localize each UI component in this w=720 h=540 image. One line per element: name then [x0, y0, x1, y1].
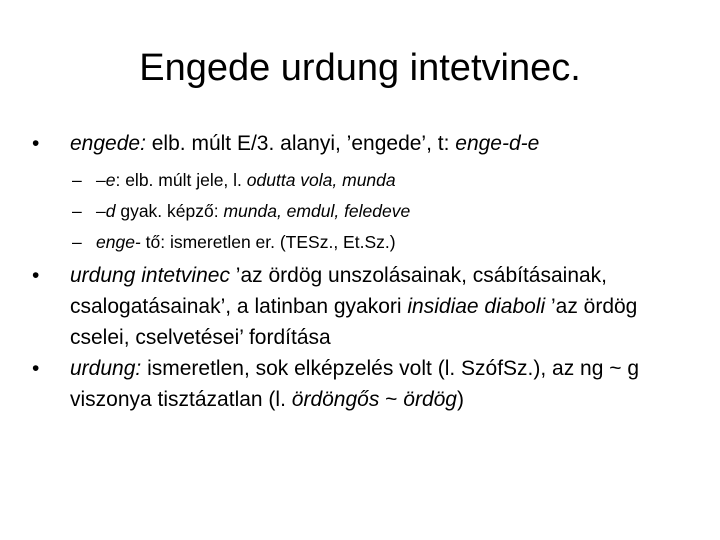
sub-bullet-d	[32, 196, 692, 227]
bullet-engede	[32, 128, 692, 159]
slide-title: Engede urdung intetvinec.	[139, 47, 581, 89]
dash-marker: –	[72, 232, 82, 252]
bullet-text: elb. múlt E/3. alanyi, ’engede’, t:	[145, 132, 456, 155]
term-urdung: urdung:	[70, 357, 142, 380]
term-e: –e	[96, 170, 116, 190]
term-engede: engede:	[70, 132, 146, 155]
closing-paren: )	[457, 388, 464, 411]
term-urdung-intetvinec: urdung intetvinec	[70, 264, 230, 287]
term-examples: odutta vola, munda	[246, 170, 396, 190]
tilde: ~	[379, 388, 404, 411]
bullet-urdung	[32, 353, 692, 415]
bullet-marker: •	[32, 132, 40, 155]
bullet-text: ’az ördög unszolásainak, csábításainak, csalogatásainak’, a latinban gyakori	[70, 264, 608, 318]
term-insidiae-diaboli: insidiae diaboli	[407, 295, 546, 318]
dash-marker: –	[72, 170, 82, 190]
bullet-text: ismeretlen, sok elképzelés volt (l. SzófSz.), az ng ~ g viszonya tisztázatlan (l.	[70, 357, 640, 411]
sub-bullet-text: tő: ismeretlen er. (TESz., Et.Sz.)	[140, 232, 396, 252]
term-ordongos: ördöngős	[291, 388, 380, 411]
dash-marker: –	[72, 201, 82, 221]
bullet-text: ’az ördög cselei, cselvetései’ fordítása	[70, 295, 638, 349]
sub-bullet-enge	[32, 227, 692, 258]
sub-bullet-e	[32, 165, 692, 196]
bullet-marker: •	[32, 357, 40, 380]
term-enge: enge-	[96, 232, 141, 252]
term-d: –d	[96, 201, 116, 221]
term-enge-d-e: enge-d-e	[455, 132, 540, 155]
term-ordog: ördög	[403, 388, 457, 411]
bullet-urdung-intetvinec	[32, 260, 692, 353]
term-examples: munda, emdul, feledeve	[223, 201, 411, 221]
sub-bullet-text: gyak. képző:	[115, 201, 224, 221]
slide-body	[32, 128, 692, 415]
sub-bullet-text: : elb. múlt jele, l.	[115, 170, 247, 190]
bullet-marker: •	[32, 264, 40, 287]
